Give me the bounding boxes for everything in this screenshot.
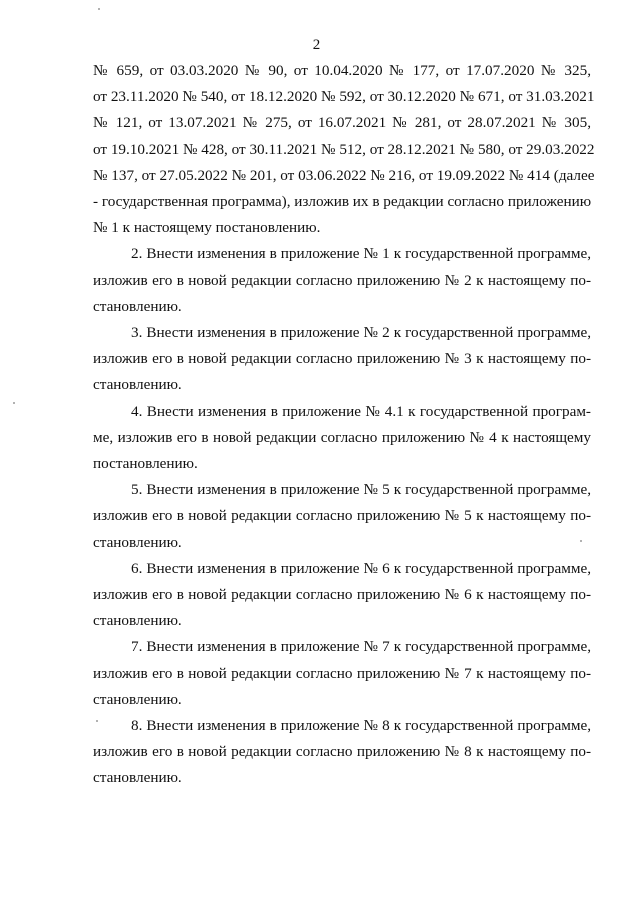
paragraph-item-8 [93, 713, 591, 792]
text-line: изложив его в новой редакции согласно приложению № 2 к настоящему по- [93, 271, 591, 289]
text-line: изложив его в новой редакции согласно приложению № 6 к настоящему по- [93, 586, 591, 604]
text-line: - государственная программа), изложив их в редакции согласно приложению [93, 193, 592, 211]
text-line: становлению. [93, 297, 182, 315]
text-line: 6. Внести изменения в приложение № 6 к государственной программе, [131, 559, 591, 577]
text-line: изложив его в новой редакции согласно приложению № 7 к настоящему по- [93, 664, 591, 682]
text-line: становлению. [93, 769, 182, 787]
text-line: становлению. [93, 376, 182, 394]
text-line: 4. Внести изменения в приложение № 4.1 к государственной програм- [131, 402, 591, 420]
text-line: № 137, от 27.05.2022 № 201, от 03.06.2022 № 216, от 19.09.2022 № 414 (далее [93, 166, 595, 184]
paragraph-item-4 [93, 399, 591, 478]
paragraph-item-2 [93, 241, 591, 320]
paragraph-continuation [93, 58, 595, 241]
text-line: становлению. [93, 612, 182, 630]
text-line: 7. Внести изменения в приложение № 7 к государственной программе, [131, 638, 591, 656]
text-line: 3. Внести изменения в приложение № 2 к государственной программе, [131, 324, 591, 342]
paragraph-item-5 [93, 477, 591, 556]
text-line: № 121, от 13.07.2021 № 275, от 16.07.2021 № 281, от 28.07.2021 № 305, [93, 114, 591, 132]
text-line: постановлению. [93, 455, 198, 473]
paragraph-item-3 [93, 320, 591, 399]
paragraph-item-6 [93, 556, 591, 635]
scan-speck [98, 8, 100, 10]
text-line: становлению. [93, 690, 182, 708]
scan-speck [580, 540, 582, 542]
paragraph-item-7 [93, 634, 591, 713]
text-line: 8. Внести изменения в приложение № 8 к государственной программе, [131, 717, 591, 735]
scan-speck [96, 720, 98, 722]
text-line: ме, изложив его в новой редакции согласно приложению № 4 к настоящему [93, 428, 591, 446]
text-line: изложив его в новой редакции согласно приложению № 5 к настоящему по- [93, 507, 591, 525]
text-line: 2. Внести изменения в приложение № 1 к государственной программе, [131, 245, 591, 263]
text-line: от 19.10.2021 № 428, от 30.11.2021 № 512, от 28.12.2021 № 580, от 29.03.2022 [93, 140, 595, 158]
text-line: от 23.11.2020 № 540, от 18.12.2020 № 592, от 30.12.2020 № 671, от 31.03.2021 [93, 88, 595, 106]
scan-speck [13, 402, 15, 404]
text-line: № 1 к настоящему постановлению. [93, 219, 321, 237]
text-line: 5. Внести изменения в приложение № 5 к государственной программе, [131, 481, 591, 499]
text-line: становлению. [93, 533, 182, 551]
text-line: изложив его в новой редакции согласно приложению № 3 к настоящему по- [93, 350, 591, 368]
text-line: № 659, от 03.03.2020 № 90, от 10.04.2020 № 177, от 17.07.2020 № 325, [93, 62, 591, 79]
document-body [93, 58, 595, 792]
page-number: 2 [312, 37, 321, 53]
text-line: изложив его в новой редакции согласно приложению № 8 к настоящему по- [93, 743, 591, 761]
